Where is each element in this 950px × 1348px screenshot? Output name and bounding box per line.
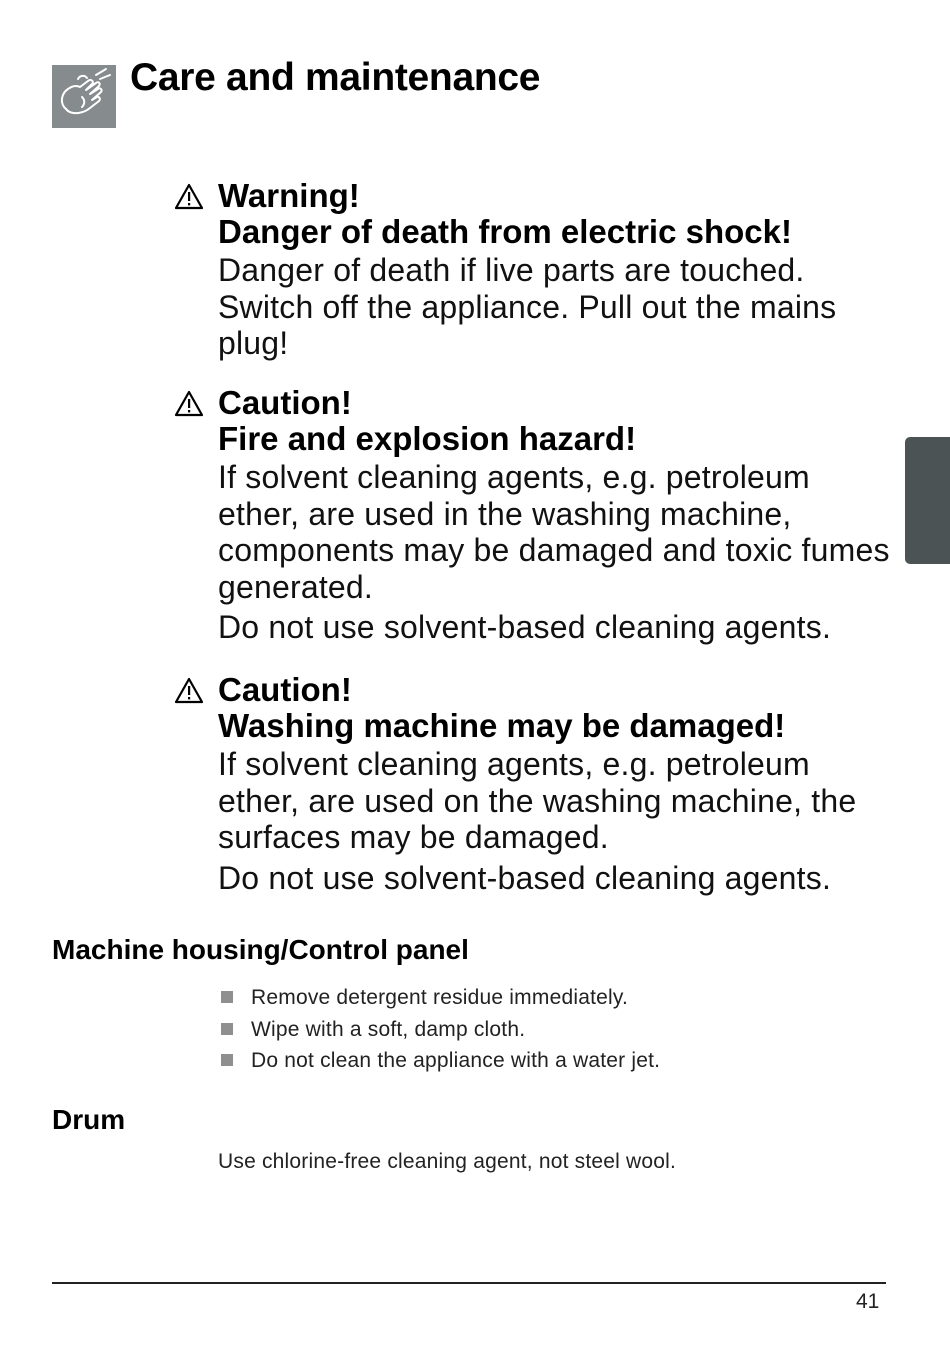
caution-fire-notice bbox=[172, 385, 892, 646]
notice-label: Warning! bbox=[218, 177, 360, 214]
warning-triangle-icon bbox=[174, 677, 204, 704]
warning-triangle-icon bbox=[174, 183, 204, 210]
notice-text: If solvent cleaning agents, e.g. petroleum ether, are used in the washing machine, components may be damaged and toxic fumes generated. bbox=[218, 459, 890, 605]
drum-section-heading: Drum bbox=[52, 1104, 126, 1135]
notice-text: If solvent cleaning agents, e.g. petroleum ether, are used on the washing machine, the surfaces may be damaged. bbox=[218, 746, 857, 855]
notice-heading: Danger of death from electric shock! bbox=[218, 213, 792, 250]
warning-triangle-icon bbox=[174, 390, 204, 417]
square-bullet-icon bbox=[221, 1054, 233, 1066]
care-header-icon-box bbox=[52, 65, 116, 128]
footer-divider bbox=[52, 1282, 886, 1284]
notice-label: Caution! bbox=[218, 671, 352, 708]
list-item bbox=[218, 1045, 660, 1077]
notice-label: Caution! bbox=[218, 384, 352, 421]
list-item-text: Remove detergent residue immediately. bbox=[251, 986, 629, 1009]
notice-instruction: Do not use solvent-based cleaning agents. bbox=[218, 609, 832, 645]
notice-instruction: Do not use solvent-based cleaning agents. bbox=[218, 859, 832, 896]
chapter-side-tab bbox=[905, 437, 950, 564]
notice-text: Danger of death if live parts are touched. Switch off the appliance. Pull out the mains plug! bbox=[218, 252, 837, 361]
list-item-text: Do not clean the appliance with a water jet. bbox=[251, 1049, 661, 1072]
square-bullet-icon bbox=[221, 1023, 233, 1035]
cleaning-hand-icon bbox=[52, 65, 116, 128]
list-item-text: Wipe with a soft, damp cloth. bbox=[251, 1017, 526, 1041]
notice-heading: Washing machine may be damaged! bbox=[218, 707, 786, 744]
list-item bbox=[218, 1014, 660, 1046]
notice-heading: Fire and explosion hazard! bbox=[218, 420, 637, 457]
caution-damage-notice bbox=[172, 672, 892, 896]
housing-bullet-list bbox=[218, 982, 660, 1077]
list-item bbox=[218, 982, 660, 1014]
housing-section-heading: Machine housing/Control panel bbox=[52, 934, 469, 965]
square-bullet-icon bbox=[221, 991, 233, 1003]
warning-notice bbox=[172, 178, 892, 362]
page-number: 41 bbox=[856, 1290, 880, 1313]
drum-text: Use chlorine-free cleaning agent, not steel wool. bbox=[218, 1150, 677, 1173]
page-title: Care and maintenance bbox=[130, 56, 541, 99]
